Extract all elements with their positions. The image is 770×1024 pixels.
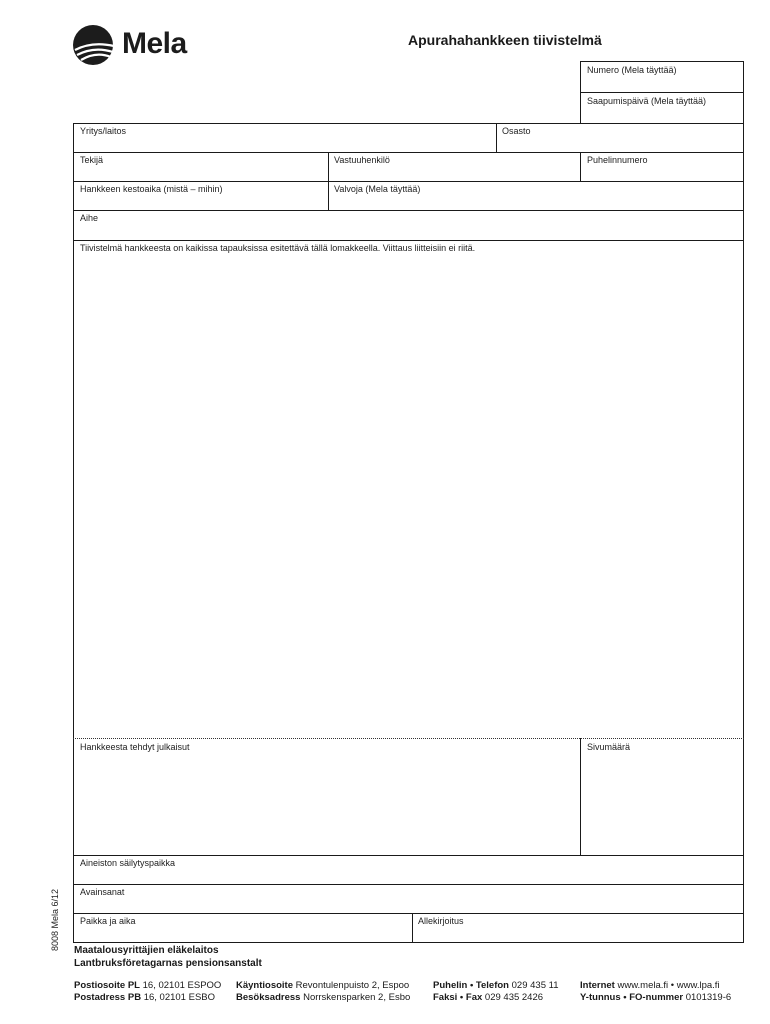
- sivumaara-field[interactable]: [580, 738, 744, 855]
- kestoaika-label: Hankkeen kestoaika (mistä – mihin): [80, 184, 223, 194]
- numero-field[interactable]: [580, 61, 744, 92]
- sailytyspaikka-label: Aineiston säilytyspaikka: [80, 858, 176, 868]
- kestoaika-field[interactable]: [73, 181, 328, 210]
- tekija-label: Tekijä: [80, 155, 104, 165]
- allekirjoitus-label: Allekirjoitus: [418, 916, 464, 926]
- julkaisut-field[interactable]: [73, 738, 580, 855]
- saapumispaiva-label: Saapumispäivä (Mela täyttää): [587, 96, 707, 106]
- paikka-aika-field[interactable]: [73, 913, 412, 943]
- internet-address: Internet www.mela.fi • www.lpa.fi: [580, 980, 720, 991]
- form-code: 8008 Mela 6/12: [50, 888, 60, 951]
- business-id: Y-tunnus • FO-nummer 0101319-6: [580, 992, 732, 1003]
- fax-number: Faksi • Fax 029 435 2426: [433, 992, 544, 1003]
- org-name-fi: Maatalousyrittäjien eläkelaitos: [74, 945, 219, 956]
- postal-address-sv: Postadress PB 16, 02101 ESBO: [74, 992, 216, 1003]
- mela-logo: [72, 24, 192, 66]
- avainsanat-field[interactable]: [73, 884, 744, 913]
- osasto-field[interactable]: [496, 123, 744, 152]
- tiivistelma-field[interactable]: [73, 240, 744, 738]
- puhelinnumero-label: Puhelinnumero: [587, 155, 648, 165]
- sailytyspaikka-field[interactable]: [73, 855, 744, 884]
- visiting-address-sv: Besöksadress Norrskensparken 2, Esbo: [236, 992, 411, 1003]
- saapumispaiva-field[interactable]: [580, 92, 744, 124]
- visiting-address-fi: Käyntiosoite Revontulenpuisto 2, Espoo: [236, 980, 410, 991]
- postal-address-fi: Postiosoite PL 16, 02101 ESPOO: [74, 980, 222, 991]
- aihe-field[interactable]: [73, 210, 744, 240]
- yritys-field[interactable]: [73, 123, 496, 152]
- avainsanat-label: Avainsanat: [80, 887, 125, 897]
- mela-logo-icon: [72, 24, 116, 66]
- valvoja-field[interactable]: [328, 181, 744, 210]
- valvoja-label: Valvoja (Mela täyttää): [334, 184, 421, 194]
- sivumaara-label: Sivumäärä: [587, 742, 631, 752]
- logo-text: Mela: [122, 27, 187, 60]
- allekirjoitus-field[interactable]: [412, 913, 744, 943]
- numero-label: Numero (Mela täyttää): [587, 65, 677, 75]
- form-title: Apurahahankkeen tiivistelmä: [408, 32, 602, 48]
- aihe-label: Aihe: [80, 213, 99, 223]
- tekija-field[interactable]: [73, 152, 328, 181]
- puhelinnumero-field[interactable]: [580, 152, 744, 181]
- tiivistelma-label: Tiivistelmä hankkeesta on kaikissa tapauksissa esitettävä tällä lomakkeella. Viittaus liitteisiin ei riitä.: [80, 243, 476, 253]
- julkaisut-label: Hankkeesta tehdyt julkaisut: [80, 742, 190, 752]
- vastuuhenkilo-label: Vastuuhenkilö: [334, 155, 390, 165]
- osasto-label: Osasto: [502, 126, 531, 136]
- yritys-label: Yritys/laitos: [80, 126, 127, 136]
- org-name-sv: Lantbruksföretagarnas pensionsanstalt: [74, 958, 262, 969]
- phone-number: Puhelin • Telefon 029 435 11: [433, 980, 559, 991]
- paikka-aika-label: Paikka ja aika: [80, 916, 136, 926]
- vastuuhenkilo-field[interactable]: [328, 152, 580, 181]
